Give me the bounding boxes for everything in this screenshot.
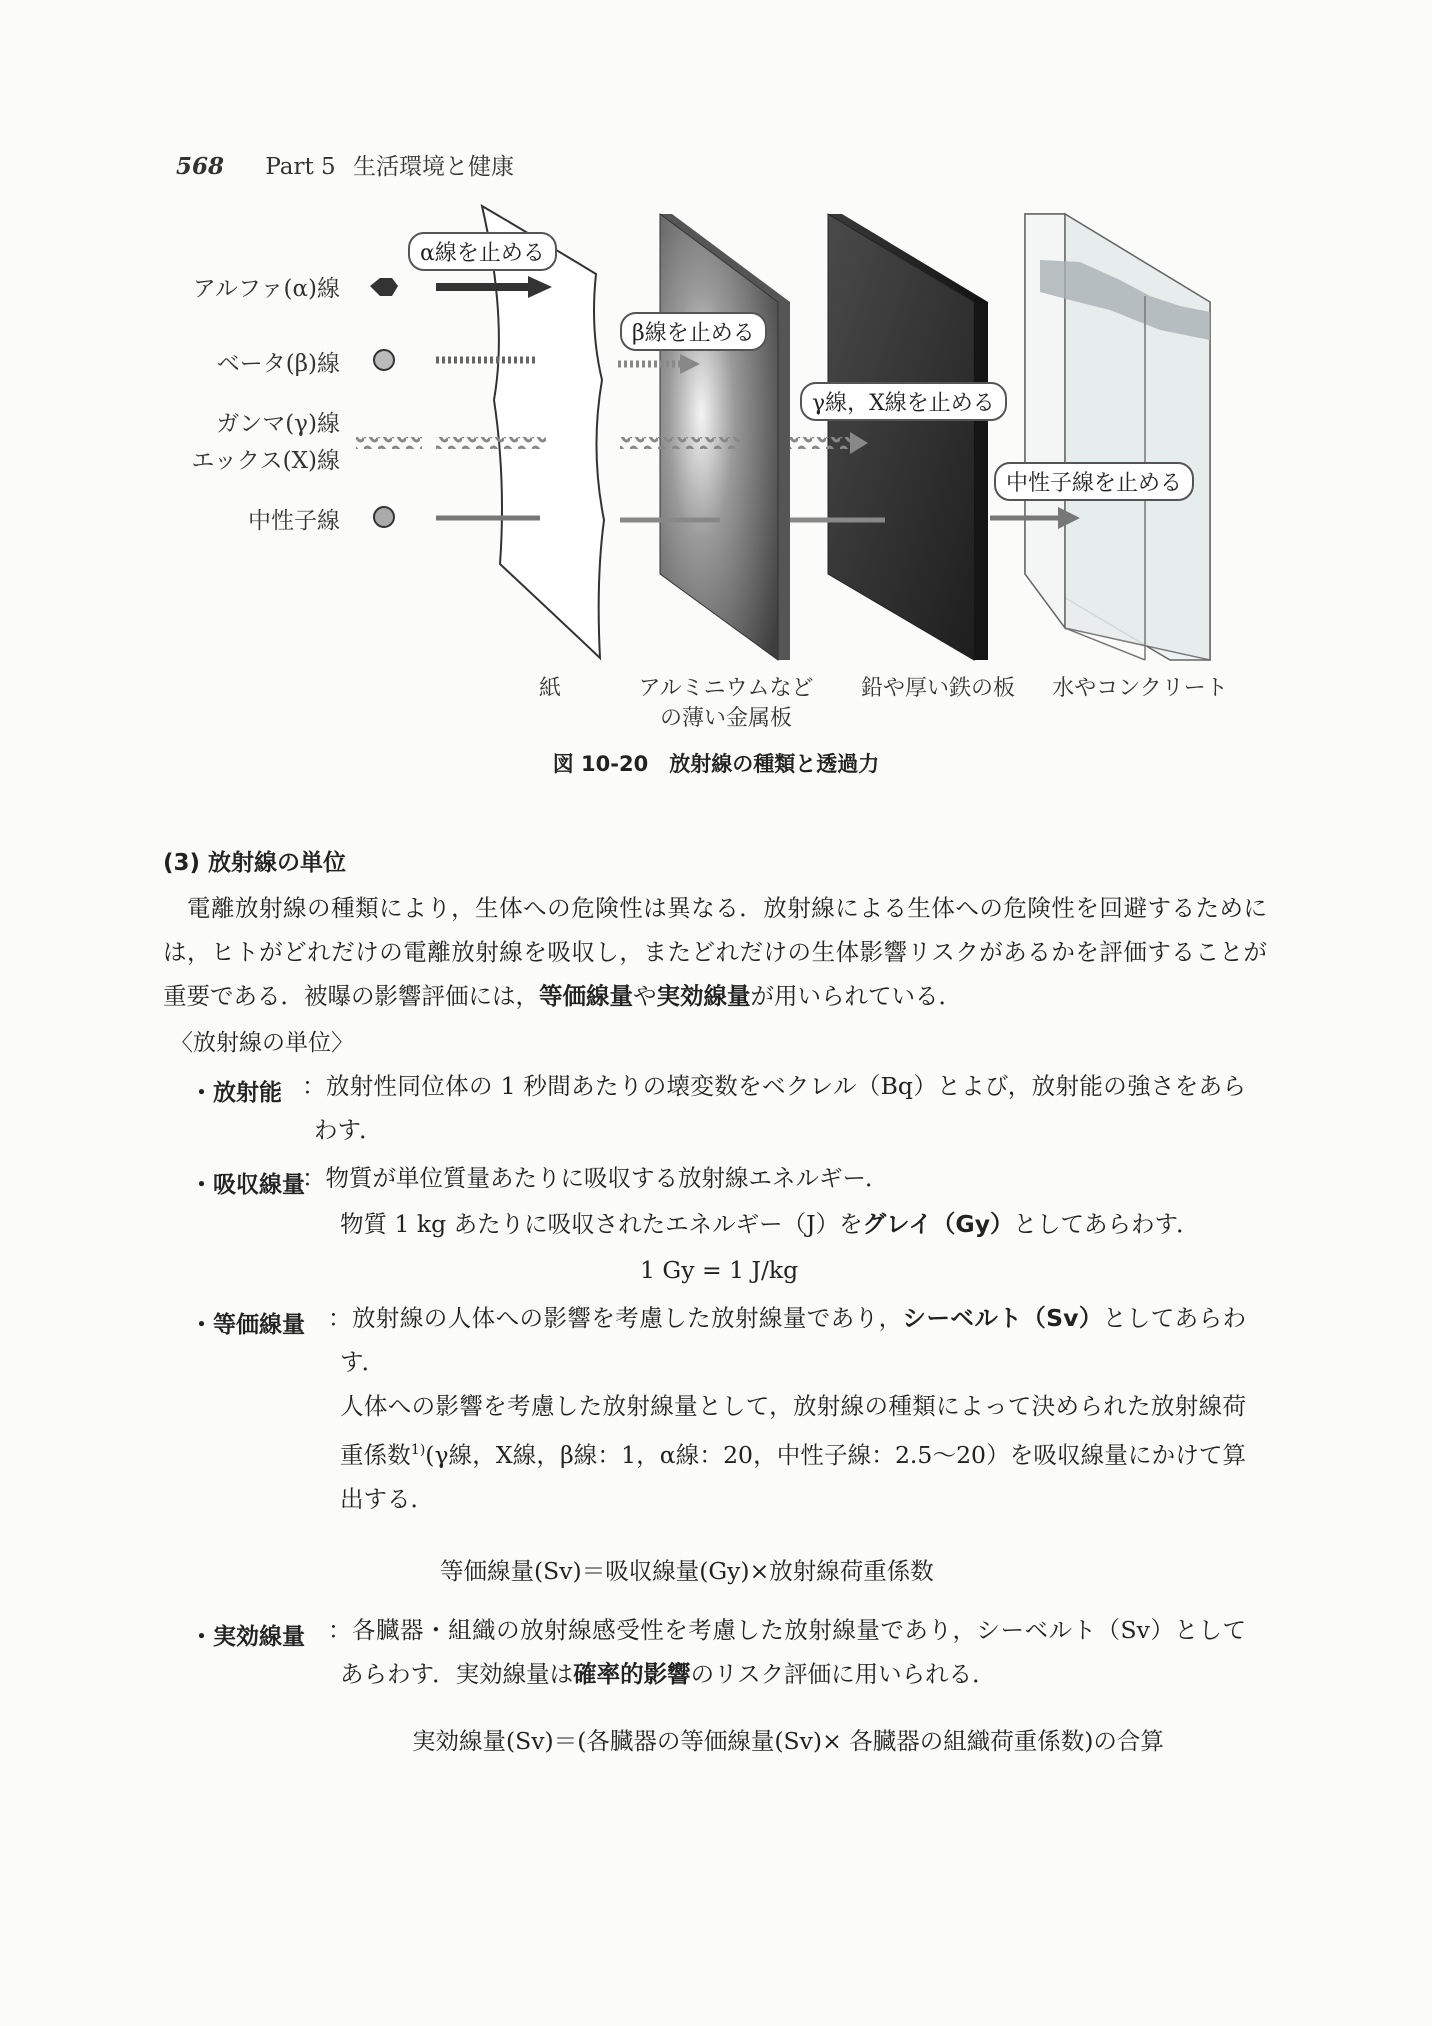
figure-caption: 図 10-20 放射線の種類と透過力 [552,752,880,776]
def-effective-text-2: のリスク評価に用いられる． [690,1660,996,1688]
beta-particle-icon [374,350,394,370]
section-title: (3) 放射線の単位 [163,850,347,876]
material-label-paper: 紙 [538,676,561,701]
para-text-1: 電離放射線の種類により，生体への危険性は異なる．放射線による生体への危険性を回避するためには，ヒトがどれだけの電離放射線を吸収し，またどれだけの生体影響リスクがあるかを評価することが重要である．被曝の影響評価には， [163,894,1267,1010]
def-equivalent-text-1: ：放射線の人体への影響を考慮した放射線量であり， [328,1304,903,1332]
callout-beta: β線を止める [620,312,767,351]
part-label: Part 5 [265,154,336,180]
def-effective-text-1: ：各臓器・組織の放射線感受性を考慮した放射線量であり，シーベルト（Sv）としてあらわす．実効線量は [328,1616,1246,1688]
para-text-3: が用いられている． [750,982,962,1010]
callout-gamma: γ線，X線を止める [800,382,1007,421]
material-label-aluminum-line1: アルミニウムなど [638,676,814,701]
material-label-lead: 鉛や厚い鉄の板 [860,676,1015,701]
material-label-aluminum [626,674,826,734]
callout-alpha: α線を止める [408,232,557,271]
def-effective-bold-stochastic: 確率的影響 [573,1660,691,1688]
ray-label-beta: ベータ(β)線 [216,351,340,377]
page-number: 568 [176,153,225,180]
formula-equivalent-dose: 等価線量(Sv)＝吸収線量(Gy)×放射線荷重係数 [440,1557,934,1585]
formula-effective-dose: 実効線量(Sv)＝(各臓器の等価線量(Sv)× 各臓器の組織荷重係数)の合算 [412,1727,1164,1755]
para-bold-effective-dose: 実効線量 [656,982,751,1010]
ray-label-alpha: アルファ(α)線 [192,276,340,302]
water-block [1025,214,1210,660]
para-text-2: や [633,982,657,1010]
gamma-ray-line-3 [790,437,850,449]
footnote-ref: 1) [410,1442,426,1458]
term-radioactivity: ・放射能 [190,1080,282,1106]
ray-label-gamma: ガンマ(γ)線 [216,411,340,437]
ray-label-xray: エックス(X)線 [191,448,340,474]
paper-sheet [482,206,604,658]
callout-neutron: 中性子線を止める [994,462,1194,501]
units-heading: 〈放射線の単位〉 [170,1030,354,1056]
neutron-particle-icon [374,507,394,527]
def-equivalent-dose [314,1296,1246,1384]
def-radioactivity: ：放射性同位体の 1 秒間あたりの壊変数をベクレル（Bq）とよび，放射能の強さをあらわす． [302,1072,1246,1144]
material-label-aluminum-line2: の薄い金属板 [659,706,792,731]
def-absorbed-bold-gray: グレイ（Gy） [862,1210,1014,1238]
term-absorbed-dose: ・吸収線量 [190,1172,305,1198]
alpha-particle-icon [370,278,398,296]
def-absorbed-text-2: としてあらわす． [1013,1210,1200,1238]
def-equivalent-text-2: としてあらわす． [340,1304,1247,1376]
formula-gray: 1 Gy = 1 J/kg [640,1256,799,1284]
term-effective-dose: ・実効線量 [190,1624,305,1650]
part-title: 生活環境と健康 [352,154,514,180]
ray-label-neutron: 中性子線 [248,508,340,534]
def-equivalent-bold-sievert: シーベルト（Sv） [902,1304,1103,1332]
def-equivalent2-text-2: (γ線，X線，β線：1，α線：20，中性子線：2.5〜20）を吸収線量にかけて算出する． [340,1440,1247,1513]
def-absorbed-text-1: 物質 1 kg あたりに吸収されたエネルギー（J）を [340,1210,863,1238]
gamma-wave-icon [356,437,422,449]
def-effective-dose [314,1608,1246,1696]
gamma-ray-line [436,437,546,449]
intro-paragraph [163,886,1267,1018]
def-equivalent2-text-1: 人体への影響を考慮した放射線量として，放射線の種類によって決められた放射線荷重係数 [340,1392,1246,1469]
material-label-water: 水やコンクリート [1052,676,1228,701]
def-equivalent-dose-2 [340,1384,1246,1521]
def-absorbed-dose-2 [340,1202,1272,1246]
term-equivalent-dose: ・等価線量 [190,1312,305,1338]
def-absorbed-dose: ：物質が単位質量あたりに吸収する放射線エネルギー． [302,1164,889,1192]
para-bold-equivalent-dose: 等価線量 [539,982,633,1010]
radiation-penetration-diagram [0,0,1432,760]
gamma-ray-line-2 [620,437,740,449]
